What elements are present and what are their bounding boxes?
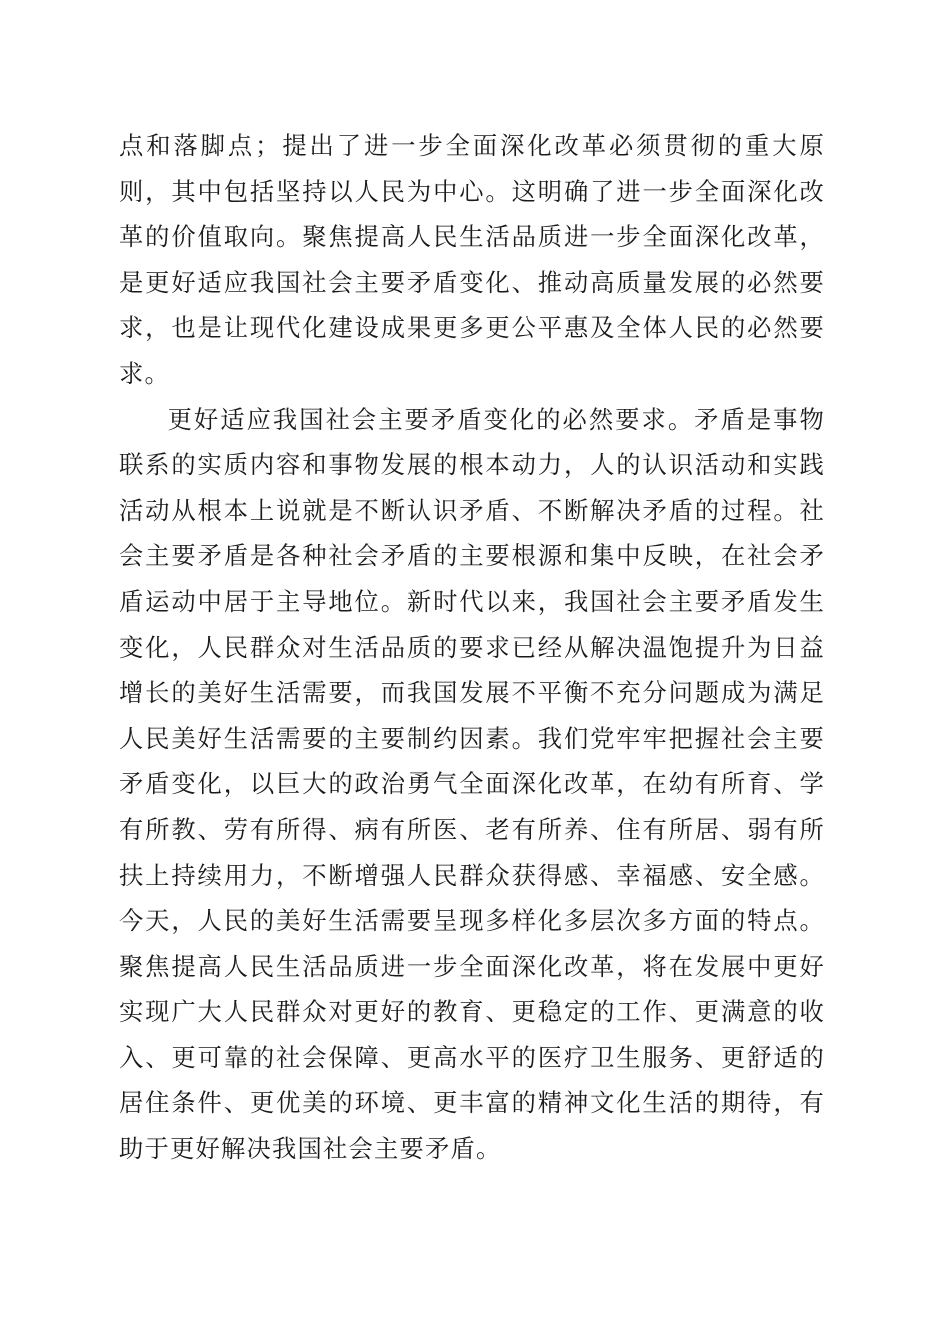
paragraph-social-contradiction: 更好适应我国社会主要矛盾变化的必然要求。矛盾是事物联系的实质内容和事物发展的根本动力，人的认识活动和实践活动从根本上说就是不断认识矛盾、不断解决矛盾的过程。社会主要矛盾是各种社会矛盾的主要根源和集中反映，在社会矛盾运动中居于主导地位。新时代以来，我国社会主要矛盾发生变化，人民群众对生活品质的要求已经从解决温饱提升为日益增长的美好生活需要，而我国发展不平衡不充分问题成为满足人民美好生活需要的主要制约因素。我们党牢牢把握社会主要矛盾变化，以巨大的政治勇气全面深化改革，在幼有所育、学有所教、劳有所得、病有所医、老有所养、住有所居、弱有所扶上持续用力，不断增强人民群众获得感、幸福感、安全感。今天，人民的美好生活需要呈现多样化多层次多方面的特点。聚焦提高人民生活品质进一步全面深化改革，将在发展中更好实现广大人民群众对更好的教育、更稳定的工作、更满意的收入、更可靠的社会保障、更高水平的医疗卫生服务、更舒适的居住条件、更优美的环境、更丰富的精神文化生活的期待，有助于更好解决我国社会主要矛盾。 bbox=[119, 404, 825, 1164]
paragraph-continuation: 点和落脚点；提出了进一步全面深化改革必须贯彻的重大原则，其中包括坚持以人民为中心。这明确了进一步全面深化改革的价值取向。聚焦提高人民生活品质进一步全面深化改革，是更好适应我国社会主要矛盾变化、推动高质量发展的必然要求，也是让现代化建设成果更多更公平惠及全体人民的必然要求。 bbox=[119, 131, 825, 388]
document-body bbox=[119, 123, 825, 1172]
